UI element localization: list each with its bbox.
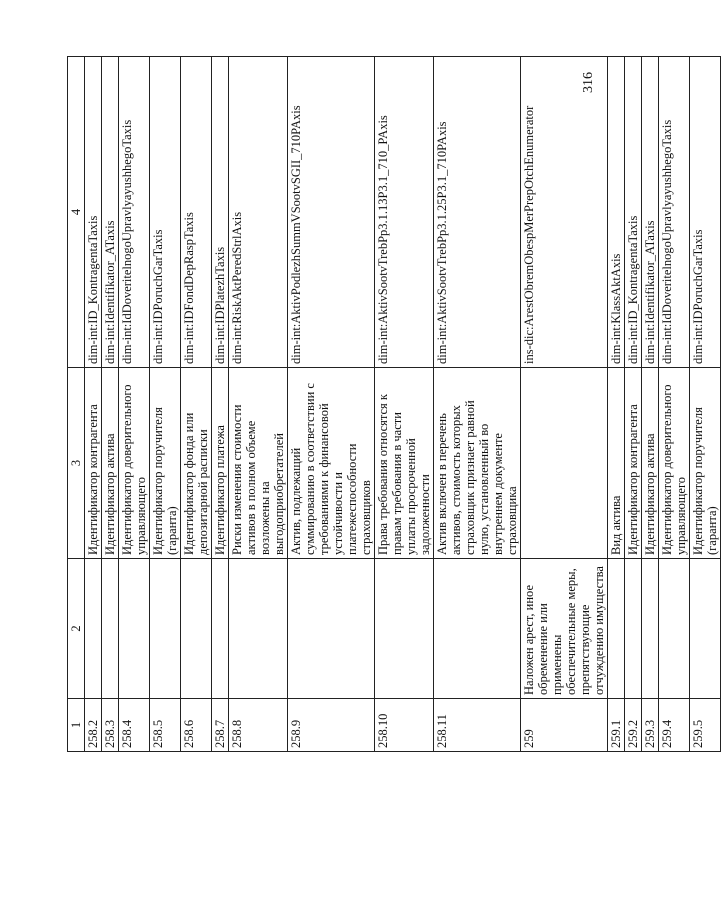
table-body (85, 57, 721, 752)
table-row (625, 57, 642, 752)
row-description: Идентификатор поручителя (гаранта) (150, 368, 181, 559)
row-name (690, 559, 721, 699)
row-description: Актив включен в перечень активов, стоимость которых страховщик признает равной нулю, установленный во внутреннем документе страховщика (434, 368, 521, 559)
row-code: dim-int:IdDoveritelnogoUpravlyayushhegoTaxis (119, 57, 150, 368)
table-row (659, 57, 690, 752)
row-number: 258.5 (150, 699, 181, 752)
table-row (119, 57, 150, 752)
row-code: dim-int:IDPlatezhTaxis (212, 57, 229, 368)
table-row (229, 57, 288, 752)
row-number: 258.8 (229, 699, 288, 752)
table-row (102, 57, 119, 752)
row-name (642, 559, 659, 699)
register-table (67, 56, 721, 752)
row-number: 258.4 (119, 699, 150, 752)
row-code: ins-dic:ArestObremObespMerPrepOtchEnumerator (521, 57, 608, 368)
row-number: 258.3 (102, 699, 119, 752)
row-name (150, 559, 181, 699)
row-name (85, 559, 102, 699)
row-description: Идентификатор контрагента (85, 368, 102, 559)
header-row (68, 57, 85, 752)
row-description: Идентификатор доверительного управляющего (659, 368, 690, 559)
row-name (119, 559, 150, 699)
row-description: Идентификатор актива (642, 368, 659, 559)
col-header-1: 1 (68, 699, 85, 752)
row-number: 259.1 (608, 699, 625, 752)
row-description: Идентификатор контрагента (625, 368, 642, 559)
page-number: 316 (581, 72, 596, 93)
row-name (212, 559, 229, 699)
row-number: 259.5 (690, 699, 721, 752)
row-number: 259.3 (642, 699, 659, 752)
row-description: Идентификатор доверительного управляющего (119, 368, 150, 559)
row-description: Риски изменения стоимости активов в полном объеме возложены на выгодоприобретателей (229, 368, 288, 559)
row-description: Актив, подлежащий суммированию в соответствии с требованиями к финансовой устойчивости и платежеспособности страховщиков (288, 368, 375, 559)
table-row (150, 57, 181, 752)
row-description: Права требования относятся к правам требования в части уплаты просроченной задолженности (375, 368, 434, 559)
row-name: Наложен арест, иное обременение или применены обеспечительные меры, препятствующие отчуждению имущества (521, 559, 608, 699)
row-name (288, 559, 375, 699)
row-code: dim-int:AktivPodlezhSummVSootvSGII_710PAxis (288, 57, 375, 368)
row-name (625, 559, 642, 699)
col-header-2: 2 (68, 559, 85, 699)
row-description: Идентификатор платежа (212, 368, 229, 559)
row-number: 259 (521, 699, 608, 752)
table-row (521, 57, 608, 752)
table-row (181, 57, 212, 752)
row-code: dim-int:RiskAktPeredStrlAxis (229, 57, 288, 368)
table-row (212, 57, 229, 752)
row-code: dim-int:AktivSootvTrebPp3.1.13P3.1_710_PAxis (375, 57, 434, 368)
col-header-4: 4 (68, 57, 85, 368)
row-name (229, 559, 288, 699)
row-description: Идентификатор актива (102, 368, 119, 559)
table-row (375, 57, 434, 752)
row-code: dim-int:IDPoruchGarTaxis (150, 57, 181, 368)
row-description: Идентификатор поручителя (гаранта) (690, 368, 721, 559)
row-name (659, 559, 690, 699)
row-code: dim-int:Identifikator_ATaxis (102, 57, 119, 368)
row-number: 258.9 (288, 699, 375, 752)
row-code: dim-int:KlassAktAxis (608, 57, 625, 368)
row-name (375, 559, 434, 699)
row-code: dim-int:IDFondDepRaspTaxis (181, 57, 212, 368)
row-code: dim-int:AktivSootvTrebPp3.1.25P3.1_710PAxis (434, 57, 521, 368)
table-row (642, 57, 659, 752)
table-row (608, 57, 625, 752)
table-row (288, 57, 375, 752)
row-code: dim-int:Identifikator_ATaxis (642, 57, 659, 368)
row-name (434, 559, 521, 699)
row-name (181, 559, 212, 699)
table-row (85, 57, 102, 752)
row-number: 258.2 (85, 699, 102, 752)
row-code: dim-int:IdDoveritelnogoUpravlyayushhegoTaxis (659, 57, 690, 368)
row-code: dim-int:ID_KontragentaTaxis (85, 57, 102, 368)
row-number: 258.6 (181, 699, 212, 752)
row-name (608, 559, 625, 699)
col-header-3: 3 (68, 368, 85, 559)
row-description (521, 368, 608, 559)
table-row (434, 57, 521, 752)
row-code: dim-int:ID_KontragentaTaxis (625, 57, 642, 368)
row-number: 258.7 (212, 699, 229, 752)
row-number: 259.4 (659, 699, 690, 752)
row-description: Идентификатор фонда или депозитарной расписки (181, 368, 212, 559)
row-number: 258.10 (375, 699, 434, 752)
table-row (690, 57, 721, 752)
row-number: 258.11 (434, 699, 521, 752)
row-number: 259.2 (625, 699, 642, 752)
row-name (102, 559, 119, 699)
row-code: dim-int:IDPoruchGarTaxis (690, 57, 721, 368)
row-description: Вид актива (608, 368, 625, 559)
